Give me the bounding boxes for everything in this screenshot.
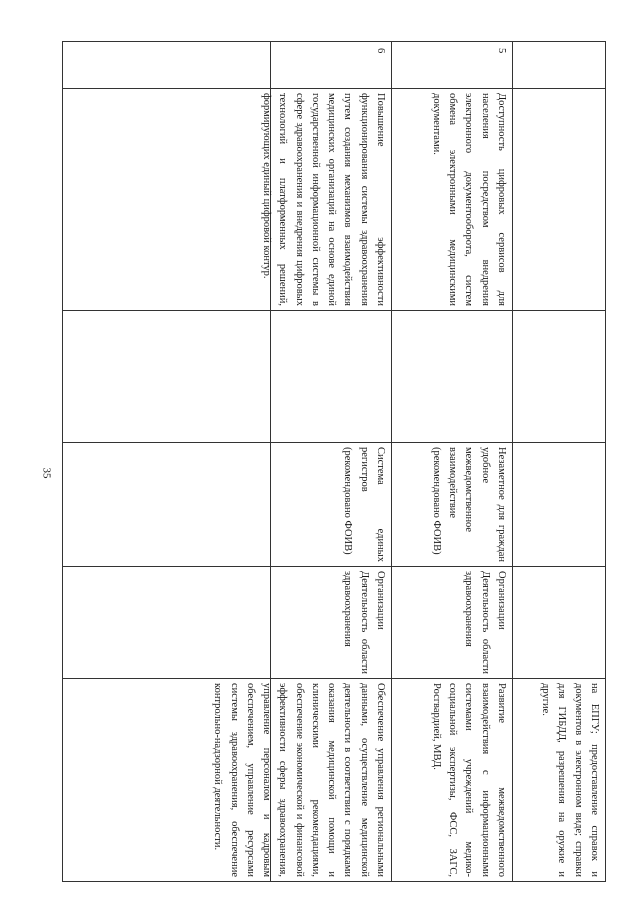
table-cell-goal [512,89,605,311]
table-cell-blank [62,311,270,443]
table-cell-indicator: Незаметное для граждан удобное межведомственное взаимодействие (рекомендовано ФОИВ) [391,443,512,567]
table-cell-owner: Организации Деятельность области здравоохранения [391,567,512,679]
table-cell-number: 5 [391,42,512,89]
table-cell-owner [512,567,605,679]
table-cell-effect: на ЕПГУ; предоставление справок и документов в электронном виде; справки для ГИБДД, разрешения на оружие и другие. [512,679,605,882]
table-cell-goal: Повышение эффективности функционирования системы здравоохранения путем создания механизмов взаимодействия медицинских организаций на основе единой государственной информационной системы в сфере здравоохранения и внедрения цифровых технологий и платформенных решений, формирующих единый цифровой контур. [270,89,391,311]
table-cell-owner: Организации Деятельность области здравоохранения [270,567,391,679]
page-number: 35 [40,467,53,479]
table-cell-empty [391,311,512,443]
table-cell-blank [62,89,270,311]
table-cell-blank [62,679,270,882]
table-cell-number: 6 [270,42,391,89]
table-cell-empty [270,311,391,443]
table-cell-goal: Доступность цифровых сервисов для населения посредством внедрения электронного документооборота, систем обмена электронными медицинскими документами. [391,89,512,311]
table-cell-blank [62,567,270,679]
table-cell-indicator [512,443,605,567]
table-cell-blank [62,42,270,89]
project-table [62,41,606,882]
table-cell-effect: Развитие межведомственного взаимодействия с информационными системами учреждений медико-социальной экспертизы, ФСС, ЗАГС, Росгвардией, МВД. [391,679,512,882]
table-cell-blank [62,443,270,567]
table-cell-empty [512,311,605,443]
table-cell-effect: Обеспечение управления региональными данными, осуществление медицинской деятельности в соответствии с порядками оказания медицинской помощи и клиническими рекомендациями, обеспечение экономической и финансовой эффективности сферы здравоохранения, управление персоналом и кадровым обеспечением, управление ресурсами системы здравоохранения, обеспечение контрольно-надзорной деятельности. [270,679,391,882]
table-cell-number [512,42,605,89]
table-container [63,41,606,881]
table-cell-indicator: Система единых регистров (рекомендовано ФОИВ) [270,443,391,567]
